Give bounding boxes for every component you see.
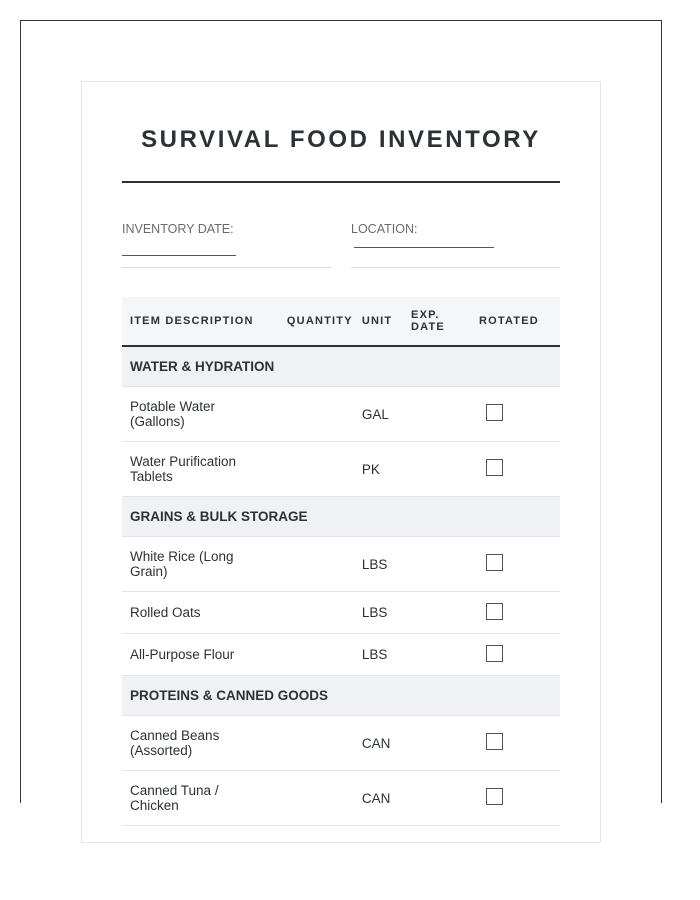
- item-description: Canned Beans (Assorted): [122, 716, 279, 771]
- inventory-date-blank: [122, 255, 236, 256]
- table-row: [122, 634, 560, 676]
- item-description: All-Purpose Flour: [122, 634, 279, 676]
- item-exp-date[interactable]: [403, 442, 471, 497]
- title-divider: [122, 181, 560, 183]
- location-label: LOCATION:: [351, 222, 418, 236]
- item-quantity[interactable]: [279, 387, 354, 442]
- table-row: [122, 442, 560, 497]
- category-title: PROTEINS & CANNED GOODS: [122, 676, 560, 716]
- inventory-date-label: INVENTORY DATE:: [122, 222, 234, 236]
- rotated-checkbox[interactable]: [486, 788, 503, 805]
- item-exp-date[interactable]: [403, 387, 471, 442]
- item-exp-date[interactable]: [403, 771, 471, 826]
- header-rotated: ROTATED: [471, 297, 560, 346]
- page-frame: [20, 20, 662, 813]
- category-title: GRAINS & BULK STORAGE: [122, 497, 560, 537]
- rotated-checkbox[interactable]: [486, 459, 503, 476]
- category-row-proteins: [122, 676, 560, 716]
- category-row-grains: [122, 497, 560, 537]
- item-unit: LBS: [354, 592, 403, 634]
- category-row-water: [122, 346, 560, 387]
- rotated-checkbox[interactable]: [486, 603, 503, 620]
- item-description: Potable Water (Gallons): [122, 387, 279, 442]
- item-description: Rolled Oats: [122, 592, 279, 634]
- item-exp-date[interactable]: [403, 716, 471, 771]
- item-unit: LBS: [354, 537, 403, 592]
- item-description: Canned Tuna / Chicken: [122, 771, 279, 826]
- table-row: [122, 771, 560, 826]
- item-quantity[interactable]: [279, 716, 354, 771]
- item-exp-date[interactable]: [403, 634, 471, 676]
- category-title: WATER & HYDRATION: [122, 346, 560, 387]
- item-unit: CAN: [354, 716, 403, 771]
- page-title: SURVIVAL FOOD INVENTORY: [141, 126, 541, 153]
- item-description: Water Purification Tablets: [122, 442, 279, 497]
- table-row: [122, 592, 560, 634]
- location-field[interactable]: [351, 222, 560, 268]
- item-exp-date[interactable]: [403, 537, 471, 592]
- item-quantity[interactable]: [279, 592, 354, 634]
- item-unit: LBS: [354, 634, 403, 676]
- rotated-checkbox[interactable]: [486, 645, 503, 662]
- item-unit: CAN: [354, 771, 403, 826]
- rotated-checkbox[interactable]: [486, 554, 503, 571]
- header-quantity: QUANTITY: [279, 297, 354, 346]
- item-unit: GAL: [354, 387, 403, 442]
- location-blank: [354, 247, 494, 248]
- table-header-row: [122, 297, 560, 346]
- header-exp-date: EXP. DATE: [403, 297, 471, 346]
- header-item-description: ITEM DESCRIPTION: [122, 297, 279, 346]
- table-row: [122, 716, 560, 771]
- inventory-sheet: [81, 81, 601, 843]
- item-exp-date[interactable]: [403, 592, 471, 634]
- table-row: [122, 387, 560, 442]
- inventory-date-field[interactable]: [122, 222, 331, 268]
- item-unit: PK: [354, 442, 403, 497]
- rotated-checkbox[interactable]: [486, 404, 503, 421]
- table-row: [122, 537, 560, 592]
- item-description: White Rice (Long Grain): [122, 537, 279, 592]
- header-unit: UNIT: [354, 297, 403, 346]
- item-quantity[interactable]: [279, 634, 354, 676]
- item-quantity[interactable]: [279, 442, 354, 497]
- item-quantity[interactable]: [279, 537, 354, 592]
- inventory-table: [122, 297, 560, 826]
- rotated-checkbox[interactable]: [486, 733, 503, 750]
- item-quantity[interactable]: [279, 771, 354, 826]
